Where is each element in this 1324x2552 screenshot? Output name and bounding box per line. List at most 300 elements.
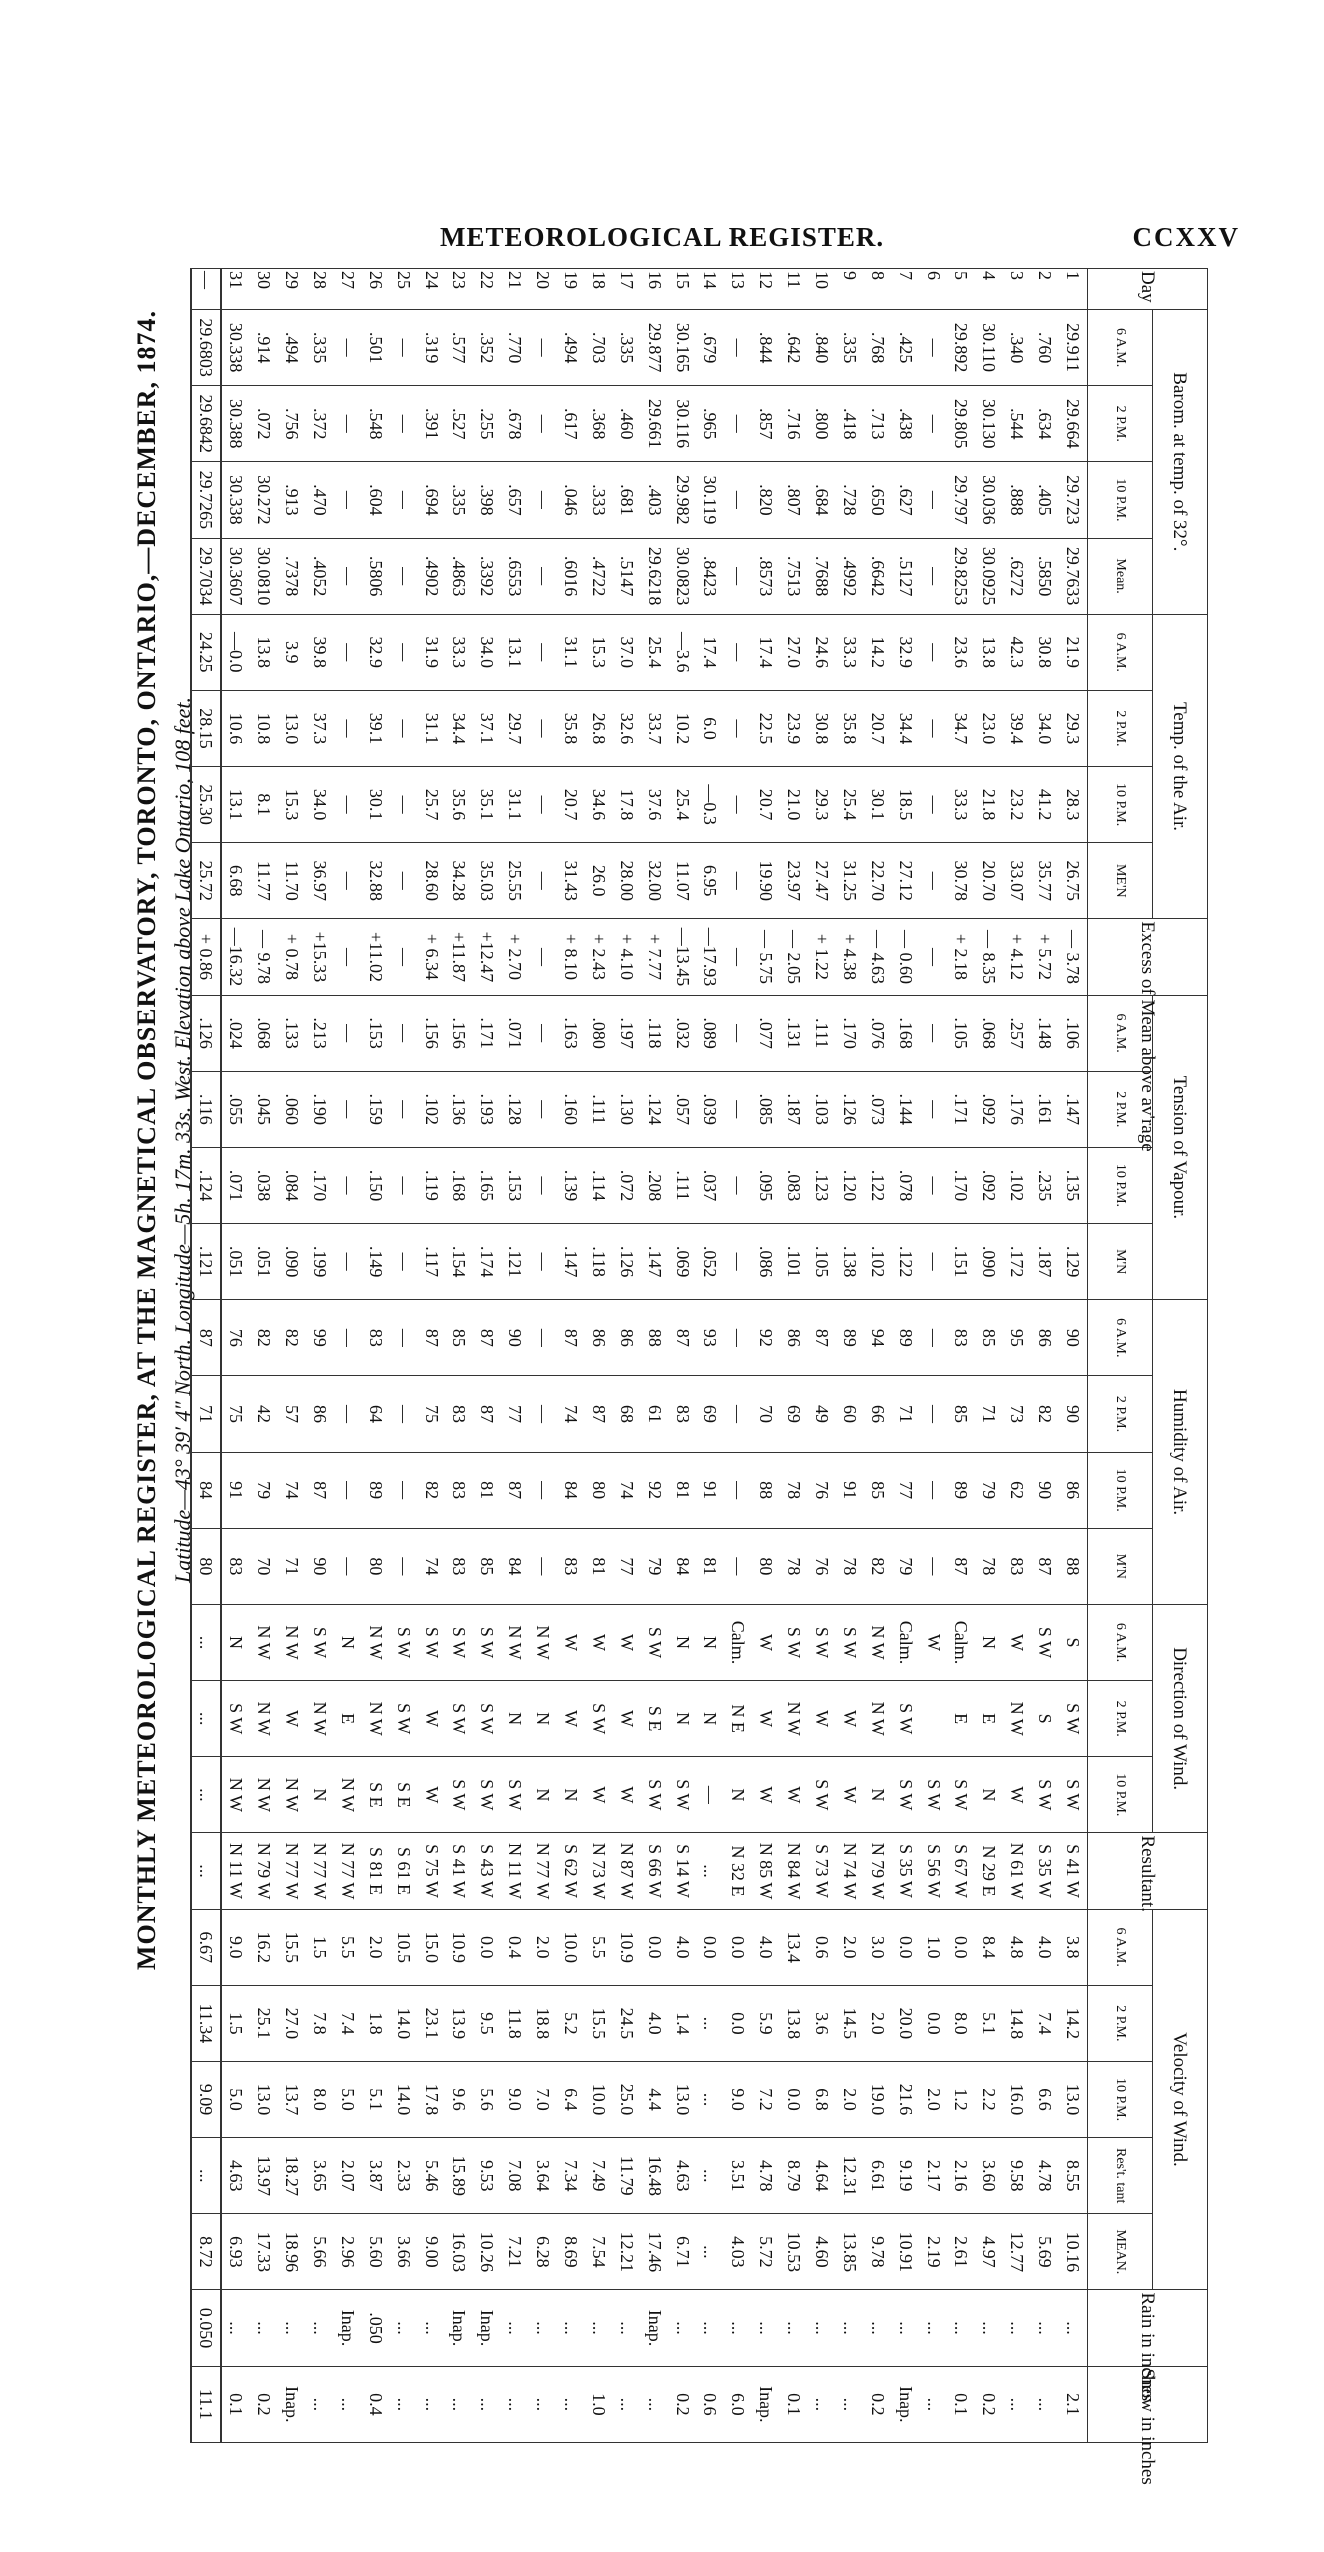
cell-tm: 25.72 [191, 843, 221, 919]
cell-h10: 90 [1031, 1452, 1059, 1528]
cell-hm: 85 [473, 1528, 501, 1604]
resultant-header: Resultant. [1088, 1833, 1208, 1909]
cell-h6: 85 [975, 1300, 1003, 1376]
cell-d10: S W [948, 1757, 976, 1833]
cell-t10: 15.3 [278, 767, 306, 843]
cell-h6: 86 [613, 1300, 641, 1376]
humidity-header: Humidity of Air. [1153, 1300, 1208, 1605]
cell-d2: W [752, 1681, 780, 1757]
cell-b6: .703 [585, 310, 613, 386]
page-number: CCXXV [1132, 222, 1240, 252]
cell-w10: 4.4 [641, 2061, 669, 2137]
cell-snow: Inap. [278, 2366, 306, 2442]
col-humidity-mean: M'N [1088, 1528, 1153, 1604]
cell-b2: 30.388 [221, 386, 250, 462]
cell-ex: + 2.70 [501, 919, 529, 995]
cell-hm: 84 [501, 1528, 529, 1604]
cell-h6: 87 [557, 1300, 585, 1376]
cell-h6: 93 [697, 1300, 725, 1376]
cell-t6: 15.3 [585, 614, 613, 690]
register-location: Latitude—43° 39′ 4″ North. Longitude—5h. 17m. 33s. West. Elevation above Lake Ontario, 108 feet. [170, 696, 195, 1584]
cell-snow: Inap. [752, 2366, 780, 2442]
cell-w6: 15.5 [278, 1909, 306, 1985]
cell-wm: 8.69 [557, 2214, 585, 2290]
cell-d10: W [585, 1757, 613, 1833]
cell-snow: ... [334, 2366, 362, 2442]
cell-bm: .8573 [752, 538, 780, 614]
cell-t10: 30.1 [864, 767, 892, 843]
cell-t6: — [920, 614, 948, 690]
cell-wr: ... [191, 2138, 221, 2214]
cell-wm: 5.72 [752, 2214, 780, 2290]
cell-t2: 34.0 [1031, 690, 1059, 766]
cell-wm: 10.53 [780, 2214, 808, 2290]
cell-b6: 29.6803 [191, 310, 221, 386]
cell-wm: 12.77 [1003, 2214, 1031, 2290]
cell-hm: 81 [585, 1528, 613, 1604]
cell-b2: .857 [752, 386, 780, 462]
cell-vm: .174 [473, 1224, 501, 1300]
cell-d6: Calm. [948, 1604, 976, 1680]
cell-res: N 11 W [221, 1833, 250, 1909]
register-title: MONTHLY METEOROLOGICAL REGISTER, AT THE MAGNETICAL OBSERVATORY, TORONTO, ONTARIO,—DECEMBER, 1874. [132, 309, 161, 1971]
cell-day: 13 [724, 269, 752, 310]
cell-v10: .124 [191, 1147, 221, 1223]
cell-h6: 76 [221, 1300, 250, 1376]
cell-d10: S E [362, 1757, 390, 1833]
cell-bm: .6642 [864, 538, 892, 614]
cell-d6: S W [1031, 1604, 1059, 1680]
cell-t6: 33.3 [446, 614, 474, 690]
cell-w6: 10.9 [446, 1909, 474, 1985]
table-row [864, 269, 892, 2443]
cell-ex: + 4.10 [613, 919, 641, 995]
cell-w2: 11.8 [501, 1985, 529, 2061]
cell-vm: .051 [250, 1224, 278, 1300]
cell-vm: — [920, 1224, 948, 1300]
cell-d6: N [669, 1604, 697, 1680]
cell-bm: .4992 [836, 538, 864, 614]
cell-t10: 30.1 [362, 767, 390, 843]
cell-w6: 4.8 [1003, 1909, 1031, 1985]
table-row [836, 269, 864, 2443]
cell-res: N 74 W [836, 1833, 864, 1909]
cell-b6: .768 [864, 310, 892, 386]
cell-t10: 37.6 [641, 767, 669, 843]
col-velocity-10pm: 10 P.M. [1088, 2061, 1153, 2137]
cell-t10: 23.2 [1003, 767, 1031, 843]
cell-hm: 76 [808, 1528, 836, 1604]
cell-ex: — [390, 919, 418, 995]
cell-res: S 56 W [920, 1833, 948, 1909]
cell-snow: 0.6 [697, 2366, 725, 2442]
cell-hm: 77 [613, 1528, 641, 1604]
cell-rain: ... [278, 2290, 306, 2366]
cell-t6: 13.1 [501, 614, 529, 690]
table-row [724, 269, 752, 2443]
cell-res: N 32 E [724, 1833, 752, 1909]
cell-v10: .078 [892, 1147, 920, 1223]
cell-h10: 74 [278, 1452, 306, 1528]
cell-t6: 39.8 [306, 614, 334, 690]
cell-w6: 0.0 [892, 1909, 920, 1985]
col-vapour-mean: M'N [1088, 1224, 1153, 1300]
cell-rain: ... [250, 2290, 278, 2366]
cell-h6: 92 [752, 1300, 780, 1376]
cell-w2: 14.0 [390, 1985, 418, 2061]
cell-w10: 13.0 [669, 2061, 697, 2137]
cell-vm: .187 [1031, 1224, 1059, 1300]
cell-hm: 87 [1031, 1528, 1059, 1604]
cell-w6: 10.0 [557, 1909, 585, 1985]
cell-v6: .068 [975, 995, 1003, 1071]
cell-h2: 82 [1031, 1376, 1059, 1452]
cell-w10: 0.0 [780, 2061, 808, 2137]
cell-w10: 9.09 [191, 2061, 221, 2137]
cell-b6: — [724, 310, 752, 386]
cell-res: N 77 W [306, 1833, 334, 1909]
cell-t6: 37.0 [613, 614, 641, 690]
cell-w6: 0.0 [948, 1909, 976, 1985]
cell-b2: .544 [1003, 386, 1031, 462]
cell-ex: + 0.86 [191, 919, 221, 995]
cell-h10: — [529, 1452, 557, 1528]
cell-rain: ... [221, 2290, 250, 2366]
table-row [501, 269, 529, 2443]
col-direction-10pm: 10 P.M. [1088, 1757, 1153, 1833]
cell-v2: .187 [780, 1071, 808, 1147]
cell-wr: 3.60 [975, 2138, 1003, 2214]
cell-rain: ... [585, 2290, 613, 2366]
cell-bm: .5147 [613, 538, 641, 614]
cell-wr: 11.79 [613, 2138, 641, 2214]
cell-day: 20 [529, 269, 557, 310]
cell-h10: 89 [948, 1452, 976, 1528]
cell-vm: .118 [585, 1224, 613, 1300]
cell-v10: .150 [362, 1147, 390, 1223]
cell-wm: 4.97 [975, 2214, 1003, 2290]
cell-b6: — [334, 310, 362, 386]
cell-d6: S W [446, 1604, 474, 1680]
cell-res: S 75 W [418, 1833, 446, 1909]
cell-wm: 10.91 [892, 2214, 920, 2290]
cell-w2: 15.5 [585, 1985, 613, 2061]
cell-v2: — [920, 1071, 948, 1147]
cell-v6: .156 [418, 995, 446, 1071]
cell-rain: 0.050 [191, 2290, 221, 2366]
cell-vm: .090 [975, 1224, 1003, 1300]
cell-tm: 20.70 [975, 843, 1003, 919]
cell-bm: 29.7034 [191, 538, 221, 614]
cell-t10: 25.4 [836, 767, 864, 843]
cell-b6: .340 [1003, 310, 1031, 386]
temp-header: Temp. of the Air. [1153, 614, 1208, 919]
cell-h10: 78 [780, 1452, 808, 1528]
cell-w6: 4.0 [1031, 1909, 1059, 1985]
cell-b2: .617 [557, 386, 585, 462]
cell-w2: 20.0 [892, 1985, 920, 2061]
cell-t2: — [920, 690, 948, 766]
cell-b2: .418 [836, 386, 864, 462]
cell-d10: ... [191, 1757, 221, 1833]
cell-d2 [920, 1681, 948, 1757]
cell-d6: N [334, 1604, 362, 1680]
cell-w10: 13.0 [250, 2061, 278, 2137]
table-row [334, 269, 362, 2443]
cell-ex: — 5.75 [752, 919, 780, 995]
cell-vm: .138 [836, 1224, 864, 1300]
cell-h6: 87 [191, 1300, 221, 1376]
col-barom-mean: Mean. [1088, 538, 1153, 614]
cell-d6: S W [780, 1604, 808, 1680]
cell-rain: ... [557, 2290, 585, 2366]
table-row [948, 269, 976, 2443]
cell-res: S 66 W [641, 1833, 669, 1909]
cell-ex: —17.93 [697, 919, 725, 995]
cell-ex: + 2.18 [948, 919, 976, 995]
cell-b10: .820 [752, 462, 780, 538]
cell-ex: — 9.78 [250, 919, 278, 995]
cell-t2: — [390, 690, 418, 766]
table-row [780, 269, 808, 2443]
cell-w2: 14.2 [1059, 1985, 1087, 2061]
cell-wm: 5.69 [1031, 2214, 1059, 2290]
cell-w10: 5.1 [362, 2061, 390, 2137]
cell-w2: 1.8 [362, 1985, 390, 2061]
cell-v10: .095 [752, 1147, 780, 1223]
cell-w6: 1.5 [306, 1909, 334, 1985]
cell-d2: W [418, 1681, 446, 1757]
cell-snow: ... [529, 2366, 557, 2442]
cell-h6: — [529, 1300, 557, 1376]
direction-header: Direction of Wind. [1153, 1604, 1208, 1833]
cell-h6: 89 [836, 1300, 864, 1376]
cell-snow: ... [836, 2366, 864, 2442]
cell-hm: 84 [669, 1528, 697, 1604]
cell-w2: 7.4 [1031, 1985, 1059, 2061]
cell-hm: 80 [362, 1528, 390, 1604]
cell-t6: —3.6 [669, 614, 697, 690]
cell-w6: 0.0 [473, 1909, 501, 1985]
cell-d2: S W [473, 1681, 501, 1757]
cell-t2: 31.1 [418, 690, 446, 766]
cell-v10: .165 [473, 1147, 501, 1223]
cell-v10: .135 [1059, 1147, 1087, 1223]
cell-rain: Inap. [334, 2290, 362, 2366]
cell-vm: .117 [418, 1224, 446, 1300]
cell-h6: — [724, 1300, 752, 1376]
table-row [221, 269, 250, 2443]
cell-res: N 29 E [975, 1833, 1003, 1909]
cell-day: 10 [808, 269, 836, 310]
cell-bm: .7513 [780, 538, 808, 614]
col-direction-6am: 6 A.M. [1088, 1604, 1153, 1680]
cell-v6: .111 [808, 995, 836, 1071]
cell-res: N 79 W [250, 1833, 278, 1909]
cell-w6: 5.5 [334, 1909, 362, 1985]
cell-d2: W [557, 1681, 585, 1757]
cell-ex: + 4.38 [836, 919, 864, 995]
cell-b10: .470 [306, 462, 334, 538]
cell-wm: 2.19 [920, 2214, 948, 2290]
cell-rain: ... [697, 2290, 725, 2366]
cell-b2: .716 [780, 386, 808, 462]
cell-tm: 6.68 [221, 843, 250, 919]
cell-d10: N [975, 1757, 1003, 1833]
cell-t6: 31.9 [418, 614, 446, 690]
cell-b10: .650 [864, 462, 892, 538]
col-temp-10pm: 10 P.M. [1088, 767, 1153, 843]
cell-res: S 41 W [446, 1833, 474, 1909]
cell-h2: 75 [221, 1376, 250, 1452]
cell-b2: .965 [697, 386, 725, 462]
cell-h2: 71 [191, 1376, 221, 1452]
cell-vm: .121 [191, 1224, 221, 1300]
cell-wr: 3.51 [724, 2138, 752, 2214]
cell-h6: 95 [1003, 1300, 1031, 1376]
cell-h10: 81 [473, 1452, 501, 1528]
cell-ex: + 7.77 [641, 919, 669, 995]
cell-h10: 80 [585, 1452, 613, 1528]
cell-t2: 29.7 [501, 690, 529, 766]
cell-tm: 32.88 [362, 843, 390, 919]
cell-t10: 41.2 [1031, 767, 1059, 843]
cell-v2: .126 [836, 1071, 864, 1147]
cell-v6: .163 [557, 995, 585, 1071]
cell-w2: 27.0 [278, 1985, 306, 2061]
cell-hm: 80 [752, 1528, 780, 1604]
cell-snow: 11.1 [191, 2366, 221, 2442]
cell-tm: 28.60 [418, 843, 446, 919]
cell-snow: 6.0 [724, 2366, 752, 2442]
cell-d2: E [334, 1681, 362, 1757]
cell-snow: 0.2 [669, 2366, 697, 2442]
table-row [1059, 269, 1087, 2443]
cell-d10: N W [221, 1757, 250, 1833]
cell-h2: — [529, 1376, 557, 1452]
cell-t6: 30.8 [1031, 614, 1059, 690]
cell-h2: 57 [278, 1376, 306, 1452]
cell-wr: 7.34 [557, 2138, 585, 2214]
cell-res: N 77 W [278, 1833, 306, 1909]
cell-wm: 10.16 [1059, 2214, 1087, 2290]
cell-wm: 9.00 [418, 2214, 446, 2290]
cell-w2: 7.8 [306, 1985, 334, 2061]
cell-hm: 83 [1003, 1528, 1031, 1604]
cell-b2: 30.116 [669, 386, 697, 462]
cell-day: 2 [1031, 269, 1059, 310]
cell-tm: 32.00 [641, 843, 669, 919]
cell-b6: 30.165 [669, 310, 697, 386]
cell-h10: — [920, 1452, 948, 1528]
cell-d2: N [529, 1681, 557, 1757]
cell-h2: 83 [669, 1376, 697, 1452]
cell-b2: .527 [446, 386, 474, 462]
cell-h10: 76 [808, 1452, 836, 1528]
table-row [446, 269, 474, 2443]
cell-res: S 35 W [892, 1833, 920, 1909]
cell-b2: .438 [892, 386, 920, 462]
cell-w10: 8.0 [306, 2061, 334, 2137]
cell-v6: .032 [669, 995, 697, 1071]
cell-t2: 35.8 [836, 690, 864, 766]
cell-hm: 71 [278, 1528, 306, 1604]
cell-wm: 17.33 [250, 2214, 278, 2290]
cell-v2: .073 [864, 1071, 892, 1147]
cell-v6: .170 [836, 995, 864, 1071]
cell-vm: .105 [808, 1224, 836, 1300]
cell-rain: ... [948, 2290, 976, 2366]
cell-v10: .168 [446, 1147, 474, 1223]
cell-v10: — [334, 1147, 362, 1223]
cell-w2: 14.8 [1003, 1985, 1031, 2061]
cell-rain: ... [669, 2290, 697, 2366]
cell-v10: .208 [641, 1147, 669, 1223]
cell-v10: .038 [250, 1147, 278, 1223]
cell-ex: — 8.35 [975, 919, 1003, 995]
cell-t10: —0.3 [697, 767, 725, 843]
cell-tm: 26.0 [585, 843, 613, 919]
cell-vm: .149 [362, 1224, 390, 1300]
cell-h10: 77 [892, 1452, 920, 1528]
cell-w10: 6.6 [1031, 2061, 1059, 2137]
cell-b10: 30.119 [697, 462, 725, 538]
cell-res: S 35 W [1031, 1833, 1059, 1909]
cell-h2: 86 [306, 1376, 334, 1452]
cell-day: 8 [864, 269, 892, 310]
cell-v10: .083 [780, 1147, 808, 1223]
cell-h2: 64 [362, 1376, 390, 1452]
cell-wr: 3.65 [306, 2138, 334, 2214]
cell-b10: 29.982 [669, 462, 697, 538]
cell-bm: 30.0925 [975, 538, 1003, 614]
table-row [278, 269, 306, 2443]
cell-t6: — [390, 614, 418, 690]
cell-v2: .136 [446, 1071, 474, 1147]
cell-bm: 29.6218 [641, 538, 669, 614]
cell-b2: — [390, 386, 418, 462]
cell-snow: ... [446, 2366, 474, 2442]
cell-t2: 22.5 [752, 690, 780, 766]
cell-day: 25 [390, 269, 418, 310]
cell-t10: 35.6 [446, 767, 474, 843]
cell-v10: .119 [418, 1147, 446, 1223]
cell-ex: — 3.78 [1059, 919, 1087, 995]
cell-ex: +11.87 [446, 919, 474, 995]
cell-b2: .634 [1031, 386, 1059, 462]
cell-b10: 30.338 [221, 462, 250, 538]
cell-bm: .7378 [278, 538, 306, 614]
cell-tm: 30.78 [948, 843, 976, 919]
cell-day: 31 [221, 269, 250, 310]
cell-tm: 34.28 [446, 843, 474, 919]
cell-h2: 73 [1003, 1376, 1031, 1452]
cell-res: S 67 W [948, 1833, 976, 1909]
cell-h10: 82 [418, 1452, 446, 1528]
cell-h10: 85 [864, 1452, 892, 1528]
cell-h2: 75 [418, 1376, 446, 1452]
cell-wr: 8.55 [1059, 2138, 1087, 2214]
cell-day: 17 [613, 269, 641, 310]
cell-h10: 91 [836, 1452, 864, 1528]
table-row [250, 269, 278, 2443]
cell-snow: ... [473, 2366, 501, 2442]
cell-tm: 11.70 [278, 843, 306, 919]
cell-v2: .111 [585, 1071, 613, 1147]
cell-w10: 19.0 [864, 2061, 892, 2137]
cell-h2: 87 [473, 1376, 501, 1452]
cell-day: 19 [557, 269, 585, 310]
